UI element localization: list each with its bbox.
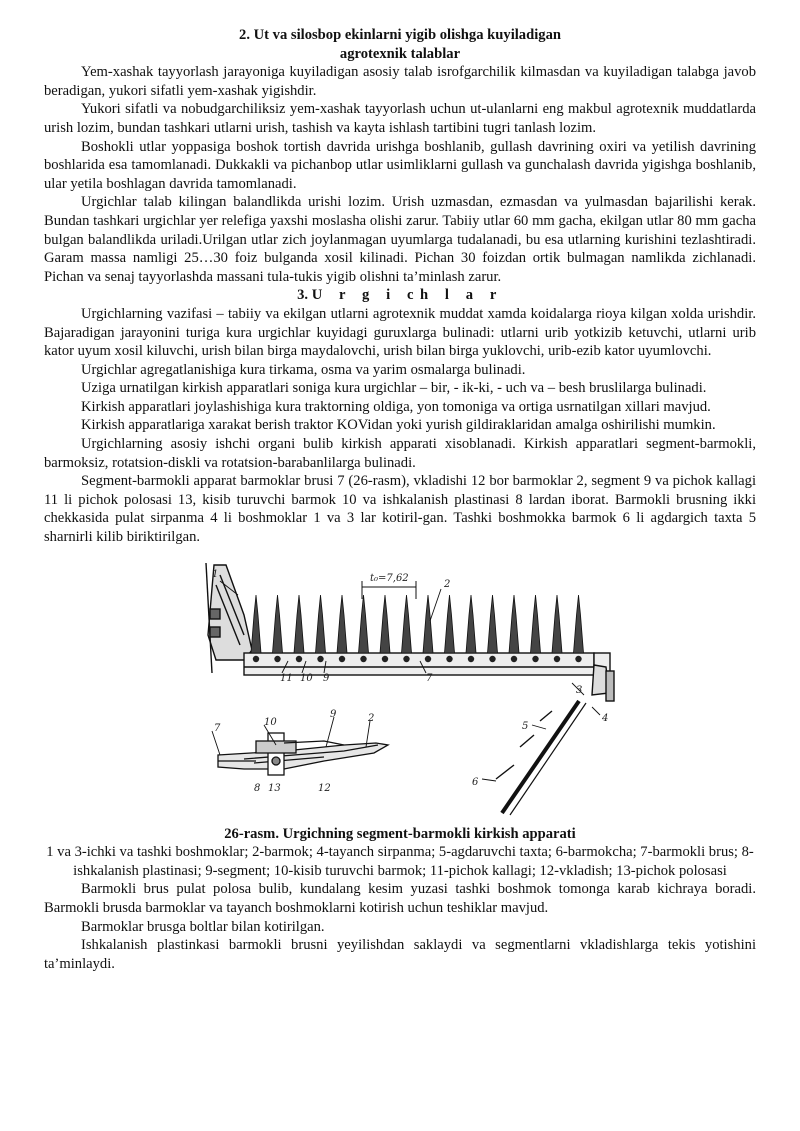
paragraph: Boshokli utlar yoppasiga boshok tortish davrida urishga boshlanib, gullash davrining oxiri va yetilish davrining boshlarida esa tamomlanadi. Dukkakli va pichanbop utlar usimliklarni gullash va gunchalash davrida yigishga boshlanib, ular yetila boshlagan davrida tamomlanadi. <box>44 138 756 192</box>
paragraph: Barmoklar brusga boltlar bilan kotirilgan. <box>81 918 325 935</box>
detail-label-7: 7 <box>214 722 221 734</box>
finger <box>251 595 261 653</box>
finger <box>402 595 412 653</box>
paragraph: Urgichlar agregatlanishiga kura tirkama, osma va yarim osmalarga bulinadi. <box>81 361 526 378</box>
detail-label-9: 9 <box>330 708 337 720</box>
paragraph: Urgichlar talab kilingan balandlikda urishi lozim. Urish uzmasdan, ezmasdan va yulmasdan bajarilishi kerak. Bundan tashkari urgichlar yer relefiga yaxshi moslasha olishi zarur. Tabiiy utlar 60 mm gacha, ekilgan utlar 80 mm gacha bulgan balandlikda uriladi.Urilgan utlar zich joylanmagan uyumlarga tudalanadi, bu esa utlarning kurishini tezlashtiradi. Garam massa namligi 25…30 foiz bulganda xosil kilinadi. Pichan 30 foizdan ortik bulmagan namlikda zichlanadi. Pichan va senaj tayyorlashda massani tula-tukis yigib olishni ta’minlash zarur. <box>44 194 756 285</box>
finger <box>445 595 455 653</box>
label-10: 10 <box>300 672 313 684</box>
finger-row <box>251 595 584 662</box>
paragraph: Barmokli brus pulat polosa bulib, kundalang kesim yuzasi tashki boshmok tomonga karab kichraya boradi. Barmokli brusda barmoklar va tayanch boshmoklarni kotirish uchun teshiklar mavjud. <box>44 881 756 916</box>
detail-label-10: 10 <box>264 716 277 728</box>
label-1: 1 <box>212 568 219 580</box>
label-5: 5 <box>522 720 529 732</box>
finger <box>273 595 283 653</box>
finger <box>337 595 347 653</box>
paragraph: Segment-barmokli apparat barmoklar brusi 7 (26-rasm), vkladishi 12 bor barmoklar 2, segment 9 va pichok kallagi 11 li pichok polosasi 13, kisib turuvchi barmok 10 va ishkalanish plastinasi 8 lardan iborat. Barmokli brusning ikki chekkasida pulat sirpanma 4 li boshmoklar 1 va 3 lar kotiril-gan. Tashki boshmokka barmok 6 li agdargich taxta 5 sharnirli kilib biriktirilgan. <box>44 473 756 546</box>
finger <box>574 595 584 653</box>
rivet <box>317 655 323 661</box>
detail-label-8: 8 <box>254 782 261 794</box>
section-title-line1: 2. Ut va silosbop ekinlarni yigib olishga kuyiladigan <box>239 27 561 43</box>
label-4: 4 <box>602 712 609 724</box>
rivet <box>274 655 280 661</box>
rivet <box>253 655 259 661</box>
finger <box>316 595 326 653</box>
rivet <box>511 655 517 661</box>
figure-caption-legend: 1 va 3-ichki va tashki boshmoklar; 2-barmok; 4-tayanch sirpanma; 5-agdaruvchi taxta; 6-barmokcha; 7-barmokli brus; 8-ishkalanish plastinasi; 9-segment; 10-kisib turuvchi barmok; 11-pichok kallagi; 12-vkladish; 13-pichok polosasi <box>46 844 754 879</box>
detail-label-2: 2 <box>368 712 375 724</box>
section-heading <box>44 286 756 305</box>
finger <box>359 595 369 653</box>
document-page <box>44 26 756 973</box>
label-11: 11 <box>280 672 293 684</box>
detail-label-13: 13 <box>268 782 281 794</box>
label-7: 7 <box>426 672 433 684</box>
finger <box>488 595 498 653</box>
paragraph: Urgichlarning asosiy ishchi organi bulib kirkish apparati xisoblanadi. Kirkish apparatlari segment-barmokli, barmoksiz, rotatsion-diskli va rotatsion-barabanlilarga bulinadi. <box>44 436 756 471</box>
paragraph: Yukori sifatli va nobudgarchiliksiz yem-xashak tayyorlash uchun ut-ulanlarni eng makbul agrotexnik muddatlarda urish lozim, bundan tashkari utlarni urish, tashish va kayta ishlash tartibini tugri tanlash lozim. <box>44 101 756 136</box>
finger <box>466 595 476 653</box>
finger <box>509 595 519 653</box>
section-heading-text: U r g i ch l a r <box>311 287 503 304</box>
figure-cutting-apparatus <box>44 555 756 825</box>
paragraph: Uziga urnatilgan kirkish apparatlari soniga kura urgichlar – bir, - ik-ki, - uch va – besh bruslilarga bulinadi. <box>81 380 707 397</box>
cutting-apparatus-drawing <box>44 555 756 825</box>
label-6: 6 <box>472 776 479 788</box>
figure-caption-title: 26-rasm. Urgichning segment-barmokli kirkish apparati <box>224 825 576 842</box>
section-view <box>218 733 388 775</box>
rivet <box>425 655 431 661</box>
section-number: 3. <box>297 287 309 304</box>
rivet <box>360 655 366 661</box>
finger <box>552 595 562 653</box>
rivet <box>532 655 538 661</box>
label-2: 2 <box>444 578 451 590</box>
rivet <box>296 655 302 661</box>
rivet <box>403 655 409 661</box>
rivet <box>554 655 560 661</box>
paragraph: Ishkalanish plastinkasi barmokli brusni yeyilishdan saklaydi va segmentlarni vkladishlarga tekis yotishini ta’minlaydi. <box>44 937 756 972</box>
rivet <box>382 655 388 661</box>
paragraph: Kirkish apparatlariga xarakat berish traktor KOVidan yoki yurish gildiraklaridan amalga oshirilishi mumkin. <box>81 417 716 434</box>
finger <box>531 595 541 653</box>
rivet <box>339 655 345 661</box>
rivet <box>468 655 474 661</box>
label-3: 3 <box>576 684 583 696</box>
detail-label-12: 12 <box>318 782 331 794</box>
rivet <box>446 655 452 661</box>
rivet <box>489 655 495 661</box>
paragraph: Yem-xashak tayyorlash jarayoniga kuyiladigan asosiy talab isrofgarchilik kilmasdan va kuyiladigan talabga javob beradigan, yukori sifatli yem-xashak yigishdir. <box>44 64 756 99</box>
paragraph: Urgichlarning vazifasi – tabiiy va ekilgan utlarni agrotexnik muddat xamda koidalarga rioya kilgan xolda urishdir. Bajaradigan jarayonini turiga kura urgichlar kuyidagi guruxlarga bulinadi: utlarni urib yotkizib ketuvchi, utlarni urib kator uyum xosil kiluvchi, urish bilan birga maydalovchi, urish bilan birga yuklovchi, urib-ezib kator uyumlovchi. <box>44 305 756 360</box>
finger <box>380 595 390 653</box>
section-title-line2: agrotexnik talablar <box>339 45 461 62</box>
label-9: 9 <box>323 672 330 684</box>
finger <box>294 595 304 653</box>
finger <box>423 595 433 653</box>
rivet <box>575 655 581 661</box>
pitch-dimension-label: t₀=7,62 <box>370 572 409 584</box>
paragraph: Kirkish apparatlari joylashishiga kura traktorning oldiga, yon tomoniga va ortiga usrnatilgan xillari mavjud. <box>81 398 711 415</box>
